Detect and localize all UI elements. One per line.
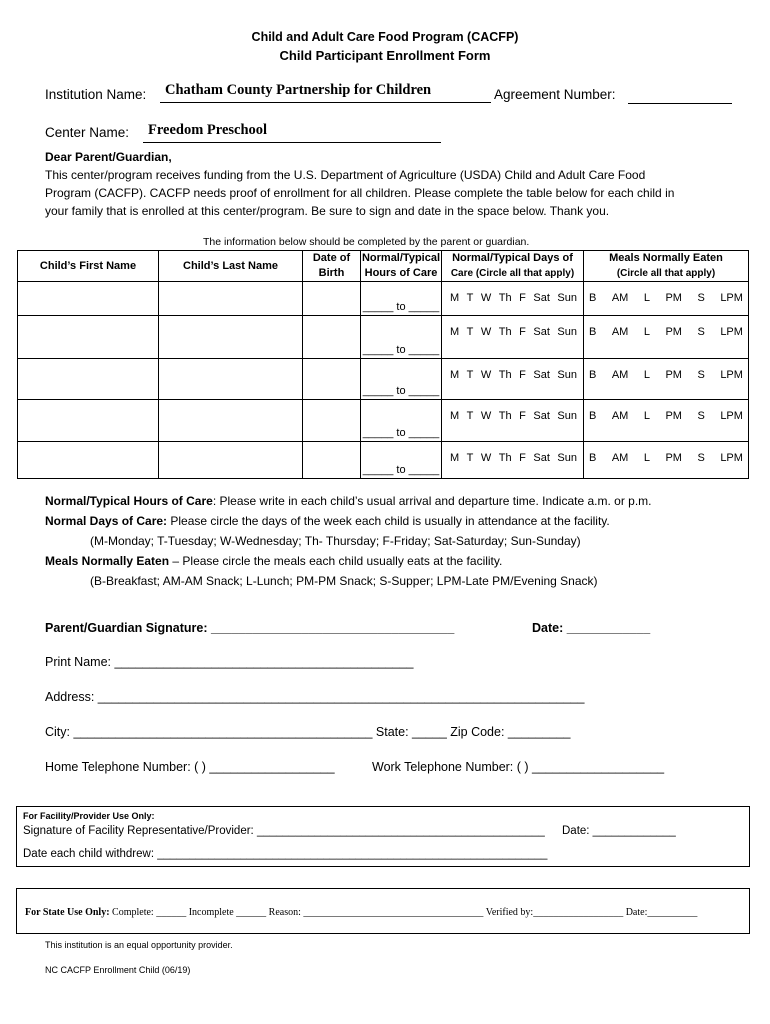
institution-name-field[interactable]: Chatham County Partnership for Children [160,82,491,103]
day-option[interactable]: T [466,292,474,304]
meals-cell[interactable] [584,282,749,316]
meals-cell[interactable] [584,316,749,359]
first-name-cell[interactable] [18,400,159,442]
day-option[interactable]: M [450,326,460,338]
meal-option[interactable]: LPM [720,410,743,422]
meal-option[interactable]: L [643,292,650,304]
day-option[interactable]: Sat [533,292,550,304]
day-option[interactable]: T [466,452,474,464]
first-name-cell[interactable] [18,442,159,479]
hours-cell[interactable] [361,359,442,400]
meal-option[interactable]: PM [665,369,682,381]
dob-cell[interactable] [303,400,361,442]
day-option[interactable]: M [450,292,460,304]
day-option[interactable]: Sun [557,292,577,304]
day-option[interactable]: F [519,369,526,381]
day-option[interactable]: W [480,326,492,338]
dob-cell[interactable] [303,442,361,479]
day-option[interactable]: Sun [557,326,577,338]
day-option[interactable]: Th [498,292,512,304]
day-option[interactable]: F [519,452,526,464]
meal-option[interactable]: LPM [720,369,743,381]
print-name-field[interactable]: Print Name: ___________________________________________ [45,655,414,669]
day-option[interactable]: W [480,292,492,304]
hours-blank[interactable]: _____ to _____ [362,385,440,397]
instruction-meals-key: (B-Breakfast; AM-AM Snack; L-Lunch; PM-PM Snack; S-Supper; LPM-Late PM/Evening Snack) [90,574,598,588]
letter-line-2: Program (CACFP). CACFP needs proof of enrollment for all children. Please complete the table below for each child in [45,186,675,200]
table-row [18,442,749,479]
day-option[interactable]: Sun [557,410,577,422]
address-field[interactable]: Address: ______________________________________________________________________ [45,690,585,704]
hours-cell[interactable] [361,282,442,316]
day-option[interactable]: Sun [557,452,577,464]
dob-cell[interactable] [303,359,361,400]
table-caption: The information below should be completed by the parent or guardian. [203,236,530,248]
withdraw-date-field[interactable]: Date each child withdrew: _____________________________________________________________ [23,848,548,860]
day-option[interactable]: Sat [533,410,550,422]
last-name-cell[interactable] [159,282,303,316]
days-cell[interactable] [442,282,584,316]
letter-line-3: your family that is enrolled at this center/program. Be sure to sign and date in the space below. Thank you. [45,204,610,218]
meal-option[interactable]: LPM [720,292,743,304]
day-option[interactable]: M [450,452,460,464]
table-header-row [18,251,749,282]
institution-name-label: Institution Name: [45,87,147,102]
first-name-cell[interactable] [18,282,159,316]
agreement-number-label: Agreement Number: [494,87,616,102]
hours-blank[interactable]: _____ to _____ [362,464,440,476]
day-option[interactable]: Sat [533,452,550,464]
day-option[interactable]: F [519,326,526,338]
meals-cell[interactable] [584,400,749,442]
hours-blank[interactable]: _____ to _____ [362,344,440,356]
day-option[interactable]: Th [498,369,512,381]
hours-blank[interactable]: _____ to _____ [362,427,440,439]
meal-option[interactable]: PM [665,452,682,464]
meal-option[interactable]: S [697,292,705,304]
days-cell[interactable] [442,316,584,359]
letter-line-1: This center/program receives funding from the U.S. Department of Agriculture (USDA) Child and Adult Care Food [45,168,646,182]
meal-option[interactable]: L [643,410,650,422]
equal-opportunity-statement: This institution is an equal opportunity provider. [45,940,233,950]
table-row [18,282,749,316]
meal-option[interactable]: AM [611,452,629,464]
day-option[interactable]: Th [498,410,512,422]
meal-option[interactable]: AM [611,292,629,304]
first-name-cell[interactable] [18,316,159,359]
meal-option[interactable]: AM [611,369,629,381]
meal-option[interactable]: S [697,326,705,338]
salutation: Dear Parent/Guardian, [45,150,172,164]
last-name-cell[interactable] [159,359,303,400]
hours-cell[interactable] [361,400,442,442]
form-title-line-1: Child and Adult Care Food Program (CACFP) [251,30,519,44]
table-row [18,316,749,359]
day-option[interactable]: Sat [533,369,550,381]
day-option[interactable]: M [450,369,460,381]
meal-option[interactable]: B [589,369,597,381]
meal-option[interactable]: S [697,410,705,422]
header-first-name: Child’s First Name [18,251,159,282]
meals-cell[interactable] [584,442,749,479]
meal-option[interactable]: AM [611,410,629,422]
header-days-of-care: Normal/Typical Days of Care (Circle all that apply) [442,251,584,282]
days-cell[interactable] [442,400,584,442]
table-row [18,359,749,400]
dob-cell[interactable] [303,316,361,359]
last-name-cell[interactable] [159,316,303,359]
instruction-days: Normal Days of Care: Please circle the days of the week each child is usually in attendance at the facility. [45,514,610,528]
state-use-box [16,888,750,934]
meal-option[interactable]: S [697,369,705,381]
meal-option[interactable]: B [589,292,597,304]
form-title-line-2: Child Participant Enrollment Form [279,48,491,63]
meal-option[interactable]: L [643,326,650,338]
meal-option[interactable]: B [589,326,597,338]
parent-signature-field[interactable]: Parent/Guardian Signature: ___________________________________ [45,621,455,635]
facility-date-field[interactable]: Date: _____________ [562,825,676,837]
meal-option[interactable]: PM [665,326,682,338]
meal-option[interactable]: AM [611,326,629,338]
day-option[interactable]: Sun [557,369,577,381]
city-state-zip-field[interactable]: City: ___________________________________________ State: _____ Zip Code: _________ [45,725,571,739]
hours-cell[interactable] [361,442,442,479]
dob-cell[interactable] [303,282,361,316]
last-name-cell[interactable] [159,400,303,442]
instruction-hours: Normal/Typical Hours of Care: Please write in each child’s usual arrival and departure time. Indicate a.m. or p.m. [45,494,652,508]
instruction-meals: Meals Normally Eaten – Please circle the meals each child usually eats at the facility. [45,554,503,568]
day-option[interactable]: W [480,369,492,381]
day-option[interactable]: T [466,369,474,381]
days-cell[interactable] [442,359,584,400]
facility-use-box [16,806,750,867]
meals-cell[interactable] [584,359,749,400]
hours-blank[interactable]: _____ to _____ [362,301,440,313]
header-date-of-birth: Date of Birth [303,251,361,282]
form-id: NC CACFP Enrollment Child (06/19) [45,965,191,975]
days-cell[interactable] [442,442,584,479]
meal-option[interactable]: S [697,452,705,464]
day-option[interactable]: W [480,410,492,422]
day-option[interactable]: Sat [533,326,550,338]
meal-option[interactable]: B [589,452,597,464]
meal-option[interactable]: PM [665,292,682,304]
meal-option[interactable]: L [643,369,650,381]
center-name-label: Center Name: [45,125,130,140]
facility-box-title: For Facility/Provider Use Only: [23,811,155,821]
header-meals-eaten: Meals Normally Eaten (Circle all that apply) [584,251,749,282]
meal-option[interactable]: PM [665,410,682,422]
facility-signature-field[interactable]: Signature of Facility Representative/Provider: _____________________________________________ [23,825,545,837]
day-option[interactable]: W [480,452,492,464]
parent-date-field[interactable]: Date: ____________ [532,621,651,635]
center-name-field[interactable]: Freedom Preschool [143,122,441,143]
day-option[interactable]: T [466,326,474,338]
header-hours-of-care: Normal/Typical Hours of Care [361,251,442,282]
day-option[interactable]: Th [498,452,512,464]
day-option[interactable]: M [450,410,460,422]
header-last-name: Child’s Last Name [159,251,303,282]
meal-option[interactable]: LPM [720,452,743,464]
meal-option[interactable]: LPM [720,326,743,338]
hours-cell[interactable] [361,316,442,359]
first-name-cell[interactable] [18,359,159,400]
state-use-line[interactable]: For State Use Only: Complete: ______ Incomplete ______ Reason: ____________________________________ Verified by:__________________ Date:__________ [25,907,698,918]
day-option[interactable]: Th [498,326,512,338]
table-row [18,400,749,442]
day-option[interactable]: F [519,292,526,304]
last-name-cell[interactable] [159,442,303,479]
work-phone-field[interactable]: Work Telephone Number: ( ) ___________________ [372,760,665,774]
agreement-number-field[interactable] [628,88,732,104]
meal-option[interactable]: L [643,452,650,464]
instruction-days-key: (M-Monday; T-Tuesday; W-Wednesday; Th- Thursday; F-Friday; Sat-Saturday; Sun-Sunday) [90,534,581,548]
meal-option[interactable]: B [589,410,597,422]
home-phone-field[interactable]: Home Telephone Number: ( ) __________________ [45,760,335,774]
enrollment-table [17,250,749,479]
day-option[interactable]: F [519,410,526,422]
day-option[interactable]: T [466,410,474,422]
